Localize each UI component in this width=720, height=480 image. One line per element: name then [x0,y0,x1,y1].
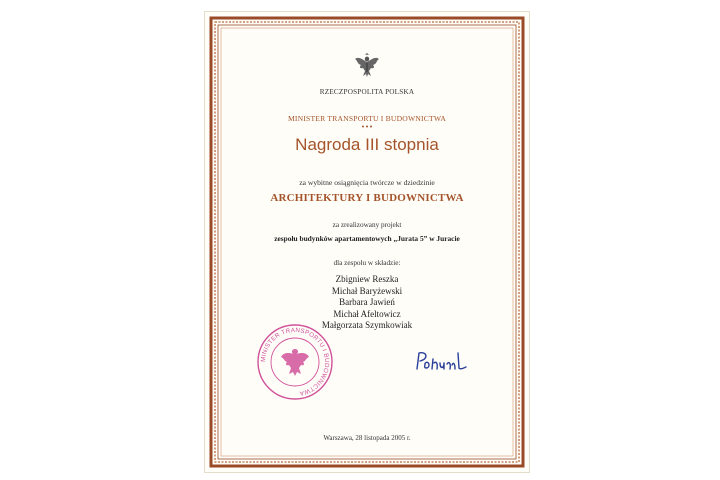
team-member: Michał Baryżewski [331,285,403,296]
award-field: ARCHITEKTURY I BUDOWNICTWA [270,192,464,204]
svg-text:MINISTER TRANSPORTU I BUDOWNIC: MINISTER TRANSPORTU I BUDOWNICTWA [259,326,331,397]
certificate [205,12,529,472]
official-stamp [255,322,335,402]
team-member: Zbigniew Reszka [335,274,399,284]
award-title: Nagroda III stopnia [295,135,439,154]
achievement-text: za wybitne osiągnięcia twórcze w dziedzinie [299,178,435,187]
team-member: Michał Afeltowicz [333,308,401,319]
republic-heading: RZECZPOSPOLITA POLSKA [319,88,415,96]
signature [413,349,471,375]
team-list [205,274,529,332]
team-intro-text: dla zespołu w składzie: [333,259,401,267]
team-member: Barbara Jawień [339,297,395,307]
date-place: Warszawa, 28 listopada 2005 r. [323,434,411,442]
ministry-heading: MINISTER TRANSPORTU I BUDOWNICTWA [287,114,447,123]
certificate-content [205,12,529,472]
divider-ornament [360,125,374,128]
team-member: Małgorzata Szymkowiak [321,320,413,330]
project-intro-text: za zrealizowany projekt [332,221,402,229]
eagle-emblem-icon [354,50,380,80]
project-name: zespołu budynków apartamentowych „Jurata 5” w Juracie [274,234,460,243]
